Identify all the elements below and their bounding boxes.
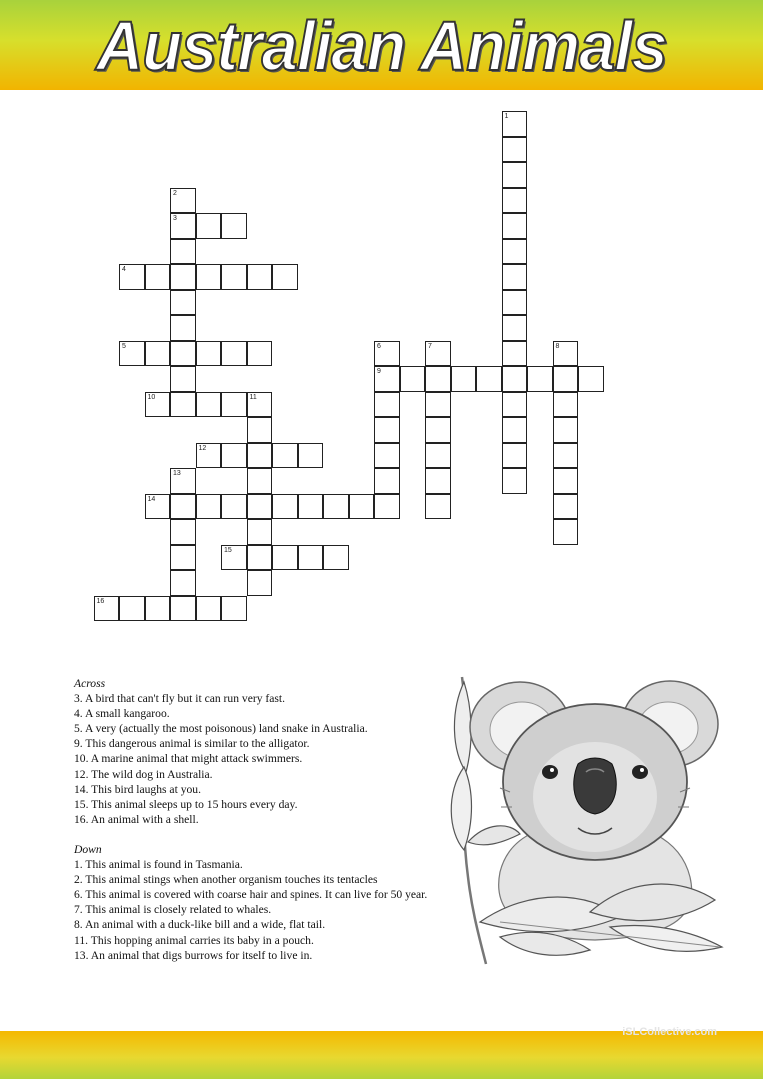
crossword-cell[interactable] [221,494,247,520]
crossword-cell[interactable] [553,341,579,367]
crossword-cell[interactable] [196,341,222,367]
crossword-cell[interactable] [502,417,528,443]
crossword-cell[interactable] [502,443,528,469]
down-heading: Down [74,842,102,856]
crossword-cell[interactable] [374,392,400,418]
crossword-cell[interactable] [170,596,196,622]
across-clue: 15. This animal sleeps up to 15 hours every day. [74,797,298,811]
crossword-cell[interactable] [502,188,528,214]
across-clue: 3. A bird that can't fly but it can run very fast. [74,692,286,706]
crossword-cell[interactable] [502,315,528,341]
down-clue: 13. An animal that digs burrows for itself to live in. [74,948,313,962]
crossword-cell[interactable] [553,392,579,418]
crossword-cell[interactable] [221,443,247,469]
crossword-cell[interactable] [247,468,273,494]
crossword-cell[interactable] [502,239,528,265]
crossword-cell[interactable] [145,596,171,622]
across-clue: 10. A marine animal that might attack swimmers. [74,752,303,766]
crossword-cell[interactable] [170,188,196,214]
crossword-cell[interactable] [502,392,528,418]
crossword-cell[interactable] [553,494,579,520]
crossword-cell[interactable] [247,417,273,443]
across-clues [74,676,494,827]
crossword-cell[interactable] [502,213,528,239]
crossword-cell[interactable] [374,494,400,520]
crossword-cell[interactable] [247,570,273,596]
crossword-cell[interactable] [451,366,477,392]
crossword-cell[interactable] [553,443,579,469]
crossword-cell[interactable] [145,264,171,290]
crossword-cell[interactable] [323,494,349,520]
across-heading: Across [74,677,106,690]
crossword-cell[interactable] [553,519,579,545]
clue-number: 11 [249,393,257,401]
crossword-cell[interactable] [247,545,273,571]
crossword-cell[interactable] [374,417,400,443]
across-clue: 12. The wild dog in Australia. [74,767,213,781]
crossword-cell[interactable] [170,239,196,265]
crossword-cell[interactable] [323,545,349,571]
down-clue: 2. This animal stings when another organism touches its tentacles [74,873,378,887]
crossword-cell[interactable] [196,264,222,290]
crossword-cell[interactable] [247,443,273,469]
clue-number: 12 [198,444,207,452]
crossword-cell[interactable] [502,111,528,137]
crossword-cell[interactable] [170,213,196,239]
crossword-cell[interactable] [170,290,196,316]
crossword-cell[interactable] [400,366,426,392]
crossword-cell[interactable] [221,264,247,290]
down-clue: 8. An animal with a duck-like bill and a wide, flat tail. [74,918,326,932]
down-clue: 11. This hopping animal carries its baby in a pouch. [74,933,314,947]
crossword-cell[interactable] [170,519,196,545]
crossword-cell[interactable] [425,443,451,469]
across-clue: 16. An animal with a shell. [74,812,199,826]
crossword-cell[interactable] [119,341,145,367]
footer-band [0,1031,763,1079]
down-clue: 7. This animal is closely related to whales. [74,903,272,917]
crossword-cell[interactable] [196,494,222,520]
clue-number: 6 [377,342,381,350]
crossword-cell[interactable] [196,443,222,469]
crossword-cell[interactable] [502,137,528,163]
crossword-cell[interactable] [298,545,324,571]
crossword-cell[interactable] [247,264,273,290]
crossword-cell[interactable] [247,494,273,520]
crossword-cell[interactable] [298,494,324,520]
crossword-cell[interactable] [272,494,298,520]
crossword-cell[interactable] [170,315,196,341]
crossword-cell[interactable] [553,417,579,443]
crossword-cell[interactable] [221,213,247,239]
down-clue-list [74,857,494,963]
crossword-cell[interactable] [272,443,298,469]
crossword-cell[interactable] [170,570,196,596]
crossword-cell[interactable] [374,468,400,494]
crossword-cell[interactable] [374,366,400,392]
crossword-cell[interactable] [170,366,196,392]
crossword-cell[interactable] [425,417,451,443]
crossword-cell[interactable] [476,366,502,392]
crossword-cell[interactable] [221,596,247,622]
clue-number: 4 [122,266,126,273]
down-clues [74,842,494,963]
crossword-cell[interactable] [425,392,451,418]
koala-with-eucalyptus-icon [440,672,740,972]
crossword-cell[interactable] [170,494,196,520]
crossword-cell[interactable] [374,443,400,469]
crossword-cell[interactable] [425,494,451,520]
crossword-cell[interactable] [170,545,196,571]
crossword-cell[interactable] [170,392,196,418]
crossword-cell[interactable] [349,494,375,520]
crossword-cell[interactable] [502,341,528,367]
crossword-cell[interactable] [425,468,451,494]
crossword-cell[interactable] [119,264,145,290]
across-clue: 9. This dangerous animal is similar to the alligator. [74,737,310,751]
across-clue: 5. A very (actually the most poisonous) land snake in Australia. [74,722,368,736]
crossword-cell[interactable] [425,366,451,392]
clue-number: 10 [147,393,156,401]
crossword-cell[interactable] [221,545,247,571]
crossword-cell[interactable] [502,366,528,392]
clue-number: 1 [504,113,509,120]
crossword-cell[interactable] [196,392,222,418]
crossword-cell[interactable] [170,341,196,367]
crossword-cell[interactable] [247,519,273,545]
crossword-cell[interactable] [170,468,196,494]
clue-number: 16 [96,597,105,605]
clues-section [74,676,494,963]
crossword-cell[interactable] [196,213,222,239]
clue-number: 5 [122,342,126,350]
watermark: iSLCollective.com [622,1026,717,1038]
crossword-cell[interactable] [145,392,171,418]
crossword-cell[interactable] [119,596,145,622]
down-clue: 6. This animal is covered with coarse hair and spines. It can live for 50 year. [74,888,428,902]
crossword-cell[interactable] [502,264,528,290]
crossword-cell[interactable] [272,264,298,290]
crossword-cell[interactable] [502,290,528,316]
clue-number: 8 [555,342,560,350]
crossword-cell[interactable] [578,366,604,392]
crossword-cell[interactable] [502,468,528,494]
across-clue-list [74,691,494,827]
crossword-cell[interactable] [247,392,273,418]
crossword-cell[interactable] [272,545,298,571]
clue-number: 15 [224,546,232,554]
crossword-cell[interactable] [145,341,171,367]
crossword-cell[interactable] [502,162,528,188]
crossword-cell[interactable] [553,366,579,392]
crossword-cell[interactable] [553,468,579,494]
page-title: Australian Animals [96,7,667,85]
crossword-cell[interactable] [298,443,324,469]
crossword-cell[interactable] [527,366,553,392]
clue-number: 9 [377,368,381,375]
down-clue: 1. This animal is found in Tasmania. [74,858,243,872]
crossword-cell[interactable] [145,494,171,520]
crossword-cell[interactable] [221,392,247,418]
crossword-cell[interactable] [94,596,120,622]
clue-number: 3 [173,215,177,222]
across-clue: 14. This bird laughs at you. [74,782,201,796]
clue-number: 13 [173,470,181,477]
clue-number: 2 [173,189,177,197]
crossword-cell[interactable] [221,341,247,367]
crossword-cell[interactable] [374,341,400,367]
across-clue: 4. A small kangaroo. [74,707,170,721]
crossword-cell[interactable] [425,341,451,367]
clue-number: 7 [428,342,432,350]
crossword-cell[interactable] [196,596,222,622]
crossword-cell[interactable] [170,264,196,290]
crossword-cell[interactable] [247,341,273,367]
clue-number: 14 [147,495,156,503]
